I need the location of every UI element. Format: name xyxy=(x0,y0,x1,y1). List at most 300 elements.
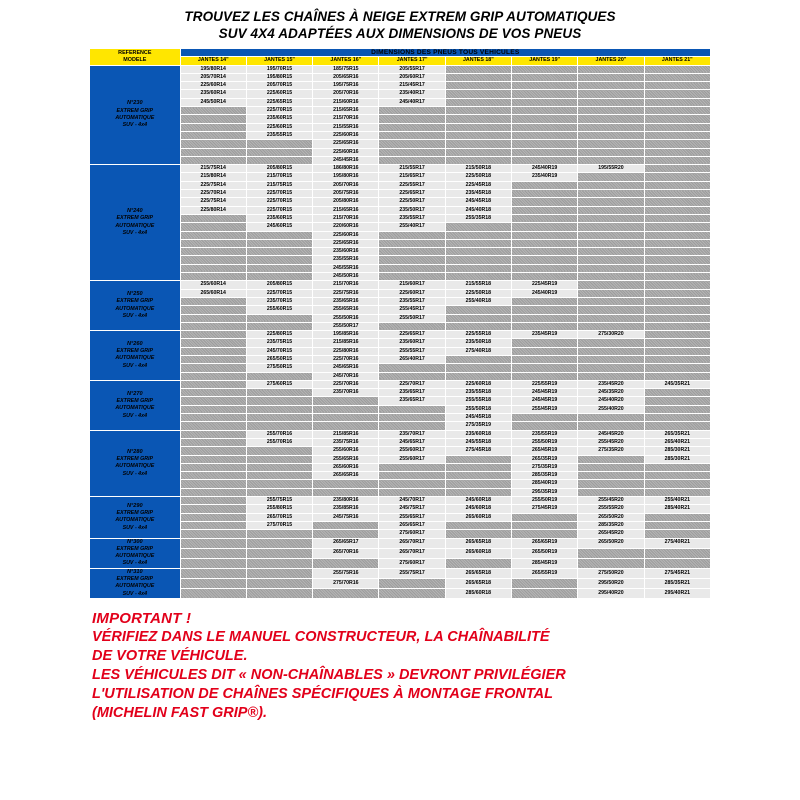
empty-cell xyxy=(246,568,312,578)
tyre-size-cell: 205/70R14 xyxy=(180,73,246,81)
empty-cell xyxy=(379,239,445,247)
tyre-size-cell: 295/50R20 xyxy=(578,578,644,588)
model_num: N°250 xyxy=(126,291,143,298)
tyre-size-cell: 195/80R15 xyxy=(246,73,312,81)
tyre-size-cell: 225/60R17 xyxy=(379,289,445,297)
empty-cell xyxy=(445,273,511,281)
empty-cell xyxy=(578,248,644,256)
tyre-size-cell: 245/45R19 xyxy=(512,397,578,405)
tyre-size-cell: 215/65R16 xyxy=(313,107,379,115)
empty-cell xyxy=(512,273,578,281)
tyre-size-cell: 265/45R19 xyxy=(512,447,578,455)
empty-cell xyxy=(445,314,511,322)
empty-cell xyxy=(445,123,511,131)
tyre-size-cell: 215/55R16 xyxy=(313,123,379,131)
empty-cell xyxy=(180,123,246,131)
empty-cell xyxy=(644,372,710,380)
column-header-jantes-15: JANTES 15" xyxy=(246,57,312,65)
empty-cell xyxy=(512,339,578,347)
tyre-size-cell: 205/80R15 xyxy=(246,165,312,173)
tyre-size-cell: 245/45R19 xyxy=(512,389,578,397)
empty-cell xyxy=(512,82,578,90)
empty-cell xyxy=(644,248,710,256)
empty-cell xyxy=(578,488,644,496)
empty-cell xyxy=(578,355,644,363)
tyre-size-cell: 195/80R16 xyxy=(313,173,379,181)
model_l1: EXTREM GRIP xyxy=(116,576,154,582)
empty-cell xyxy=(644,339,710,347)
empty-cell xyxy=(180,422,246,430)
empty-cell xyxy=(578,558,644,568)
empty-cell xyxy=(512,530,578,538)
tyre-size-cell: 285/45R19 xyxy=(512,558,578,568)
table-row xyxy=(90,156,711,164)
empty-cell xyxy=(313,480,379,488)
tyre-size-cell: 185/75R15 xyxy=(313,65,379,73)
tyre-size-cell: 265/65R16 xyxy=(313,472,379,480)
tyre-size-cell: 275/35R19 xyxy=(512,463,578,471)
tyre-size-cell: 225/60R16 xyxy=(313,231,379,239)
empty-cell xyxy=(512,248,578,256)
empty-cell xyxy=(445,65,511,73)
tyre-size-cell: 265/65R19 xyxy=(512,538,578,548)
page-title xyxy=(0,0,800,48)
model-cell-230 xyxy=(90,65,181,165)
tyre-size-cell: 265/35R19 xyxy=(512,455,578,463)
page-title-line1: TROUVEZ LES CHAÎNES À NEIGE EXTREM GRIP AUTOMATIQUES xyxy=(184,9,616,24)
empty-cell xyxy=(644,463,710,471)
important-line4: L'UTILISATION DE CHAÎNES SPÉCIFIQUES À MONTAGE FRONTAL xyxy=(92,685,554,702)
empty-cell xyxy=(246,264,312,272)
model_l2: AUTOMATIQUE xyxy=(115,355,155,362)
empty-cell xyxy=(578,314,644,322)
table-row xyxy=(90,339,711,347)
empty-cell xyxy=(644,82,710,90)
tyre-size-cell: 235/40R17 xyxy=(379,90,445,98)
empty-cell xyxy=(578,173,644,181)
tyre-size-cell: 225/65R16 xyxy=(313,140,379,148)
empty-cell xyxy=(512,148,578,156)
tyre-size-cell: 205/70R16 xyxy=(313,90,379,98)
table-row xyxy=(90,256,711,264)
empty-cell xyxy=(180,214,246,222)
tyre-size-cell: 255/60R15 xyxy=(246,306,312,314)
empty-cell xyxy=(180,438,246,446)
empty-cell xyxy=(180,480,246,488)
tyre-size-cell: 285/35R21 xyxy=(644,578,710,588)
tyre-size-cell: 225/45R18 xyxy=(445,181,511,189)
empty-cell xyxy=(445,156,511,164)
table-row xyxy=(90,289,711,297)
tyre-size-cell: 235/40R19 xyxy=(512,173,578,181)
tyre-size-cell: 225/70R15 xyxy=(246,190,312,198)
empty-cell xyxy=(180,397,246,405)
empty-cell xyxy=(644,488,710,496)
table-row xyxy=(90,414,711,422)
tyre-size-cell: 275/45R21 xyxy=(644,568,710,578)
table-row xyxy=(90,190,711,198)
tyre-size-cell: 265/50R20 xyxy=(578,513,644,521)
empty-cell xyxy=(379,364,445,372)
model_l2: AUTOMATIQUE xyxy=(115,517,155,524)
tyre-size-cell: 255/75R17 xyxy=(379,568,445,578)
empty-cell xyxy=(512,422,578,430)
empty-cell xyxy=(379,107,445,115)
tyre-size-cell: 245/40R20 xyxy=(578,397,644,405)
empty-cell xyxy=(379,480,445,488)
important-line5: (MICHELIN FAST GRIP®). xyxy=(92,704,268,721)
empty-cell xyxy=(644,173,710,181)
table-row xyxy=(90,497,711,505)
model_l3: SUV - 4x4 xyxy=(122,362,148,369)
compatibility-table-wrapper xyxy=(89,48,711,599)
empty-cell xyxy=(180,148,246,156)
column-header-jantes-19: JANTES 19" xyxy=(512,57,578,65)
empty-cell xyxy=(445,131,511,139)
tyre-size-cell: 225/70R15 xyxy=(246,206,312,214)
tyre-size-cell: 225/45R19 xyxy=(512,281,578,289)
tyre-size-cell: 225/60R16 xyxy=(313,131,379,139)
tyre-size-cell: 205/80R16 xyxy=(313,198,379,206)
tyre-size-cell: 225/55R19 xyxy=(512,380,578,388)
tyre-size-cell: 255/40R20 xyxy=(578,405,644,413)
tyre-size-cell: 235/80R16 xyxy=(313,497,379,505)
empty-cell xyxy=(644,355,710,363)
tyre-size-cell: 245/60R18 xyxy=(445,497,511,505)
empty-cell xyxy=(644,90,710,98)
empty-cell xyxy=(445,264,511,272)
empty-cell xyxy=(512,414,578,422)
tyre-size-cell: 245/70R15 xyxy=(246,347,312,355)
empty-cell xyxy=(180,505,246,513)
tyre-size-cell: 225/70R14 xyxy=(180,190,246,198)
tyre-size-cell: 235/70R15 xyxy=(246,297,312,305)
model-cell-280 xyxy=(90,430,181,496)
empty-cell xyxy=(246,422,312,430)
column-header-jantes-21: JANTES 21" xyxy=(644,57,710,65)
empty-cell xyxy=(512,231,578,239)
tyre-size-cell: 235/50R17 xyxy=(379,206,445,214)
empty-cell xyxy=(512,521,578,529)
empty-cell xyxy=(644,256,710,264)
tyre-size-cell: 285/35R20 xyxy=(578,521,644,529)
empty-cell xyxy=(644,472,710,480)
tyre-size-cell: 245/60R15 xyxy=(246,223,312,231)
model_l1: EXTREM GRIP xyxy=(116,397,154,404)
empty-cell xyxy=(578,190,644,198)
empty-cell xyxy=(180,115,246,123)
tyre-size-cell: 265/55R19 xyxy=(512,568,578,578)
tyre-size-cell: 255/40R21 xyxy=(644,497,710,505)
empty-cell xyxy=(512,223,578,231)
empty-cell xyxy=(246,389,312,397)
empty-cell xyxy=(578,256,644,264)
empty-cell xyxy=(512,90,578,98)
empty-cell xyxy=(180,389,246,397)
empty-cell xyxy=(180,463,246,471)
empty-cell xyxy=(578,223,644,231)
tyre-size-cell: 225/65R17 xyxy=(379,190,445,198)
table-row xyxy=(90,447,711,455)
empty-cell xyxy=(445,239,511,247)
table-head xyxy=(90,49,711,66)
empty-cell xyxy=(644,397,710,405)
tyre-size-cell: 225/70R15 xyxy=(246,107,312,115)
tyre-size-cell: 255/65R16 xyxy=(313,306,379,314)
empty-cell xyxy=(644,347,710,355)
model_l3: SUV - 4x4 xyxy=(122,524,148,531)
empty-cell xyxy=(445,480,511,488)
tyre-size-cell: 225/70R17 xyxy=(379,380,445,388)
tyre-size-cell: 195/80R14 xyxy=(180,65,246,73)
empty-cell xyxy=(644,314,710,322)
empty-cell xyxy=(180,548,246,558)
empty-cell xyxy=(379,463,445,471)
empty-cell xyxy=(445,90,511,98)
empty-cell xyxy=(445,322,511,330)
tyre-size-cell: 235/55R16 xyxy=(313,256,379,264)
empty-cell xyxy=(644,548,710,558)
empty-cell xyxy=(246,548,312,558)
table-row xyxy=(90,488,711,496)
tyre-size-cell: 265/40R17 xyxy=(379,355,445,363)
tyre-size-cell: 255/65R16 xyxy=(313,455,379,463)
empty-cell xyxy=(644,231,710,239)
table-row xyxy=(90,422,711,430)
tyre-size-cell: 235/60R14 xyxy=(180,90,246,98)
column-header-jantes-18: JANTES 18" xyxy=(445,57,511,65)
empty-cell xyxy=(578,198,644,206)
table-row xyxy=(90,82,711,90)
empty-cell xyxy=(246,447,312,455)
empty-cell xyxy=(644,181,710,189)
table-row xyxy=(90,90,711,98)
tyre-size-cell: 275/35R19 xyxy=(445,422,511,430)
tyre-size-cell: 205/70R16 xyxy=(313,181,379,189)
empty-cell xyxy=(644,131,710,139)
tyre-size-cell: 255/65R17 xyxy=(379,513,445,521)
empty-cell xyxy=(180,568,246,578)
tyre-size-cell: 245/50R14 xyxy=(180,98,246,106)
empty-cell xyxy=(578,264,644,272)
empty-cell xyxy=(578,347,644,355)
table-row xyxy=(90,455,711,463)
empty-cell xyxy=(180,513,246,521)
empty-cell xyxy=(644,273,710,281)
table-row xyxy=(90,123,711,131)
tyre-size-cell: 255/75R15 xyxy=(246,497,312,505)
empty-cell xyxy=(180,273,246,281)
tyre-size-cell: 245/45R18 xyxy=(445,198,511,206)
model_l3: SUV - 4x4 xyxy=(122,560,148,567)
table-body xyxy=(90,65,711,598)
model_l3: SUV - 4x4 xyxy=(122,122,148,129)
empty-cell xyxy=(578,281,644,289)
empty-cell xyxy=(180,223,246,231)
model_l2: AUTOMATIQUE xyxy=(115,583,155,590)
table-row xyxy=(90,380,711,388)
tyre-size-cell: 225/55R17 xyxy=(379,181,445,189)
tyre-size-cell: 255/55R18 xyxy=(445,397,511,405)
empty-cell xyxy=(512,140,578,148)
tyre-size-cell: 265/35R21 xyxy=(644,430,710,438)
empty-cell xyxy=(246,231,312,239)
empty-cell xyxy=(313,488,379,496)
tyre-size-cell: 245/60R18 xyxy=(445,505,511,513)
model_num: N°270 xyxy=(126,390,143,397)
table-row xyxy=(90,480,711,488)
table-row xyxy=(90,73,711,81)
tyre-size-cell: 255/45R17 xyxy=(379,306,445,314)
table-row xyxy=(90,463,711,471)
page-title-line2: SUV 4X4 ADAPTÉES AUX DIMENSIONS DE VOS PNEUS xyxy=(218,26,582,41)
table-row xyxy=(90,131,711,139)
table-row xyxy=(90,521,711,529)
tyre-size-cell: 235/55R18 xyxy=(445,389,511,397)
empty-cell xyxy=(578,414,644,422)
tyre-size-cell: 275/60R17 xyxy=(379,530,445,538)
tyre-size-cell: 215/70R16 xyxy=(313,214,379,222)
tyre-size-cell: 255/55R17 xyxy=(379,347,445,355)
model_l1: EXTREM GRIP xyxy=(116,107,154,114)
dimensions-header: DIMENSIONS DES PNEUS TOUS VEHICULES xyxy=(180,49,710,57)
empty-cell xyxy=(180,455,246,463)
empty-cell xyxy=(180,107,246,115)
empty-cell xyxy=(180,372,246,380)
table-row xyxy=(90,331,711,339)
empty-cell xyxy=(644,123,710,131)
tyre-size-cell: 225/60R18 xyxy=(445,380,511,388)
empty-cell xyxy=(512,306,578,314)
tyre-size-cell: 235/55R17 xyxy=(379,297,445,305)
tyre-size-cell: 235/60R17 xyxy=(379,339,445,347)
table-row xyxy=(90,389,711,397)
tyre-size-cell: 225/65R15 xyxy=(246,98,312,106)
model_l1: EXTREM GRIP xyxy=(116,509,154,516)
important-notice xyxy=(92,609,792,723)
empty-cell xyxy=(644,73,710,81)
tyre-size-cell: 245/45R20 xyxy=(578,430,644,438)
tyre-size-cell: 225/65R17 xyxy=(379,331,445,339)
tyre-size-cell: 285/30R21 xyxy=(644,455,710,463)
tyre-size-cell: 215/60R16 xyxy=(313,98,379,106)
empty-cell xyxy=(512,156,578,164)
tyre-size-cell: 255/35R18 xyxy=(445,214,511,222)
empty-cell xyxy=(512,239,578,247)
tyre-size-cell: 215/85R16 xyxy=(313,430,379,438)
tyre-size-cell: 255/60R16 xyxy=(313,447,379,455)
tyre-size-cell: 235/60R15 xyxy=(246,214,312,222)
empty-cell xyxy=(578,73,644,81)
model_l2: AUTOMATIQUE xyxy=(115,114,155,121)
empty-cell xyxy=(180,140,246,148)
table-row xyxy=(90,248,711,256)
empty-cell xyxy=(644,513,710,521)
tyre-size-cell: 235/60R16 xyxy=(313,248,379,256)
important-line3: LES VÉHICULES DIT « NON-CHAÎNABLES » DEVRONT PRIVILÉGIER xyxy=(92,666,566,683)
table-row xyxy=(90,173,711,181)
tyre-size-cell: 265/60R18 xyxy=(445,513,511,521)
tyre-size-cell: 275/45R18 xyxy=(445,447,511,455)
table-row xyxy=(90,264,711,272)
tyre-size-cell: 215/70R16 xyxy=(313,115,379,123)
table-row xyxy=(90,438,711,446)
empty-cell xyxy=(379,248,445,256)
table-row xyxy=(90,107,711,115)
empty-cell xyxy=(644,65,710,73)
table-row xyxy=(90,65,711,73)
tyre-size-cell: 285/40R19 xyxy=(512,480,578,488)
empty-cell xyxy=(313,521,379,529)
tyre-size-cell: 215/75R15 xyxy=(246,181,312,189)
table-row xyxy=(90,472,711,480)
empty-cell xyxy=(246,148,312,156)
tyre-size-cell: 245/75R16 xyxy=(313,513,379,521)
empty-cell xyxy=(246,397,312,405)
column-header-jantes-16: JANTES 16" xyxy=(313,57,379,65)
empty-cell xyxy=(512,198,578,206)
empty-cell xyxy=(246,558,312,568)
table-row xyxy=(90,239,711,247)
tyre-size-cell: 235/65R17 xyxy=(379,389,445,397)
empty-cell xyxy=(180,339,246,347)
empty-cell xyxy=(180,297,246,305)
tyre-size-cell: 265/65R17 xyxy=(313,538,379,548)
empty-cell xyxy=(379,115,445,123)
empty-cell xyxy=(578,148,644,156)
empty-cell xyxy=(512,355,578,363)
tyre-size-cell: 255/50R18 xyxy=(445,405,511,413)
empty-cell xyxy=(578,123,644,131)
table-row xyxy=(90,588,711,598)
empty-cell xyxy=(512,123,578,131)
empty-cell xyxy=(512,513,578,521)
table-row xyxy=(90,322,711,330)
tyre-size-cell: 225/55R18 xyxy=(445,331,511,339)
tyre-size-cell: 235/45R20 xyxy=(578,380,644,388)
table-row xyxy=(90,297,711,305)
empty-cell xyxy=(246,314,312,322)
tyre-size-cell: 245/75R17 xyxy=(379,505,445,513)
empty-cell xyxy=(180,239,246,247)
tyre-size-cell: 245/35R20 xyxy=(578,389,644,397)
empty-cell xyxy=(445,73,511,81)
empty-cell xyxy=(578,156,644,164)
tyre-size-cell: 235/85R16 xyxy=(313,505,379,513)
tyre-size-cell: 265/70R15 xyxy=(246,513,312,521)
tyre-size-cell: 255/40R17 xyxy=(379,223,445,231)
tyre-size-cell: 265/65R18 xyxy=(445,568,511,578)
empty-cell xyxy=(644,480,710,488)
empty-cell xyxy=(445,306,511,314)
tyre-size-cell: 235/45R18 xyxy=(445,190,511,198)
empty-cell xyxy=(180,530,246,538)
tyre-size-cell: 215/45R17 xyxy=(379,82,445,90)
model-cell-300 xyxy=(90,538,181,568)
empty-cell xyxy=(512,264,578,272)
empty-cell xyxy=(445,148,511,156)
tyre-size-cell: 225/60R14 xyxy=(180,82,246,90)
empty-cell xyxy=(512,297,578,305)
tyre-size-cell: 205/65R16 xyxy=(313,73,379,81)
empty-cell xyxy=(180,306,246,314)
tyre-size-cell: 215/70R15 xyxy=(246,173,312,181)
empty-cell xyxy=(644,389,710,397)
empty-cell xyxy=(578,107,644,115)
empty-cell xyxy=(644,364,710,372)
empty-cell xyxy=(644,306,710,314)
tyre-size-cell: 255/50R19 xyxy=(512,497,578,505)
